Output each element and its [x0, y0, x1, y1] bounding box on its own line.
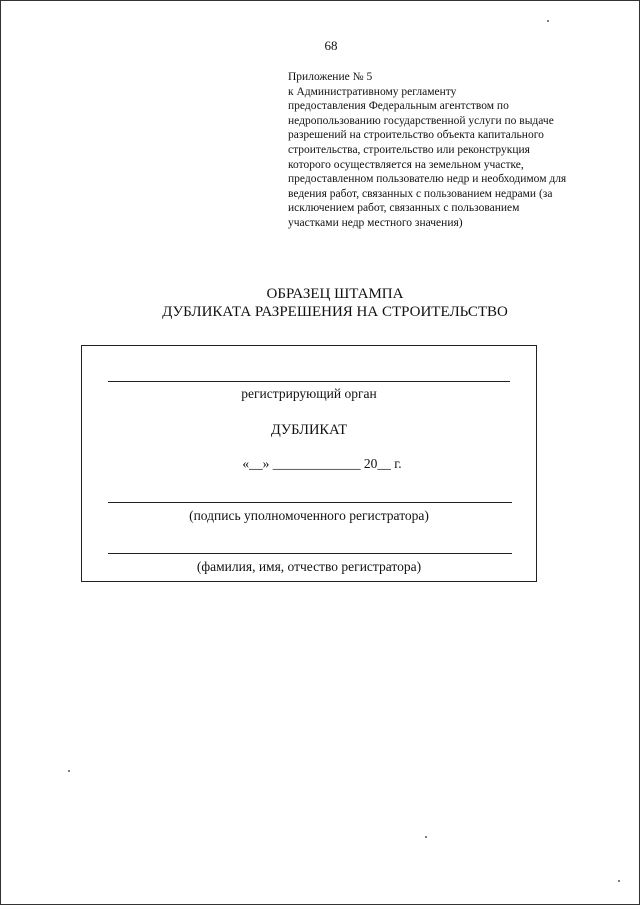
scan-speck: [425, 836, 427, 838]
appendix-line: разрешений на строительство объекта капитального: [288, 129, 544, 142]
appendix-line: Приложение № 5: [288, 71, 373, 83]
appendix-line: ведения работ, связанных с пользованием недрами (за: [288, 187, 553, 200]
appendix-line: которого осуществляется на земельном участке,: [288, 158, 524, 171]
appendix-line: строительства, строительство или реконструкция: [288, 143, 530, 156]
appendix-line: к Административному регламенту: [288, 85, 457, 98]
appendix-line: участками недр местного значения): [288, 216, 463, 229]
appendix-header: [288, 70, 618, 231]
date-line: «__» _____________ 20__ г.: [242, 456, 402, 471]
signature-blank-line: [108, 502, 512, 503]
stamp-sample-box: [81, 345, 537, 582]
document-title: [0, 285, 640, 321]
appendix-line: исключением работ, связанных с пользованием: [288, 202, 520, 215]
appendix-line: недропользованию государственной услуги по выдаче: [288, 114, 554, 127]
scan-speck: [618, 880, 620, 882]
scan-speck: [547, 20, 549, 22]
authority-caption: регистрирующий орган: [241, 386, 377, 401]
name-blank-line: [108, 553, 512, 554]
title-line-1: ОБРАЗЕЦ ШТАМПА: [266, 286, 404, 302]
scan-speck: [68, 770, 70, 772]
page-number: 68: [324, 38, 338, 53]
appendix-line: предоставленном пользователю недр и необходимом для: [288, 173, 567, 186]
name-caption: (фамилия, имя, отчество регистратора): [196, 559, 422, 574]
authority-blank-line: [108, 381, 510, 382]
duplicate-label: ДУБЛИКАТ: [270, 422, 348, 438]
appendix-line: предоставления Федеральным агентством по: [288, 100, 509, 113]
title-line-2: ДУБЛИКАТА РАЗРЕШЕНИЯ НА СТРОИТЕЛЬСТВО: [162, 304, 508, 320]
signature-caption: (подпись уполномоченного регистратора): [189, 508, 429, 523]
